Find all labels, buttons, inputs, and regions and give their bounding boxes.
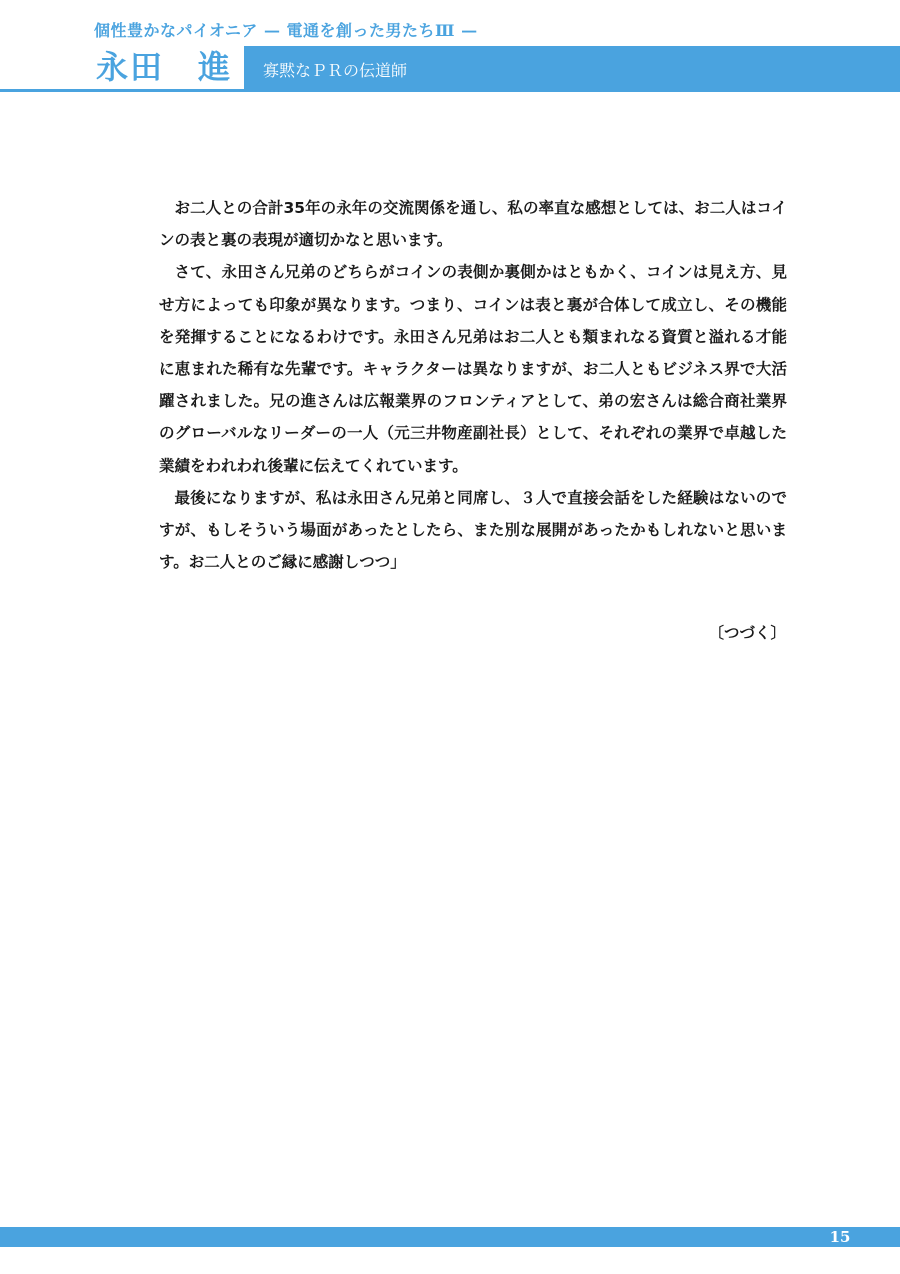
- article-body: [159, 192, 787, 578]
- paragraph-1: お二人との合計35年の永年の交流関係を通し、私の率直な感想としては、お二人はコインの表と裏の表現が適切かなと思います。: [159, 199, 787, 250]
- continued-label: 〔つづく〕: [708, 624, 786, 642]
- footer-band: [0, 1227, 900, 1247]
- paragraph-3: 最後になりますが、私は永田さん兄弟と同席し、３人で直接会話をした経験はないのですが、もしそういう場面があったとしたら、また別な展開があったかもしれないと思います。お二人とのご縁に感謝しつつ」: [159, 488, 787, 572]
- person-name: 永田 進: [96, 48, 233, 86]
- series-title: 個性豊かなパイオニア — 電通を創った男たちⅢ —: [94, 21, 478, 40]
- article-subtitle: 寡黙なＰＲの伝道師: [263, 61, 408, 80]
- paragraph-2: さて、永田さん兄弟のどちらがコインの表側か裏側かはともかく、コインは見え方、見せ方によっても印象が異なります。つまり、コインは表と裏が合体して成立し、その機能を発揮することになるわけです。永田さん兄弟はお二人とも類まれなる資質と溢れる才能に恵まれた稀有な先輩です。キャラクターは異なりますが、お二人ともビジネス界で大活躍されました。兄の進さんは広報業界のフロンティアとして、弟の宏さんは総合商社業界のグローバルなリーダーの一人（元三井物産副社長）として、それぞれの業界で卓越した業績をわれわれ後輩に伝えてくれています。: [159, 263, 787, 475]
- page-number: 15: [829, 1228, 851, 1246]
